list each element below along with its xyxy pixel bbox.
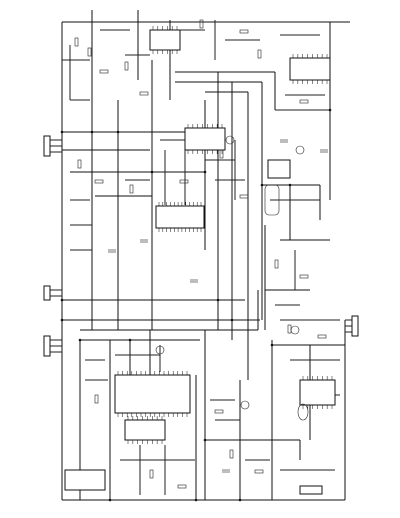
main-wiring — [62, 10, 350, 500]
passive-components — [75, 20, 328, 488]
ic-right-small — [268, 160, 290, 178]
transistor-symbol — [226, 136, 234, 144]
transistor-symbol — [241, 401, 249, 409]
ic-packages — [65, 30, 335, 490]
ic-bottom-left — [65, 470, 105, 490]
transistor-symbol — [296, 146, 304, 154]
ic-top-left — [150, 30, 180, 50]
ic-tuner — [290, 58, 330, 80]
ic-mid-top — [185, 128, 225, 150]
connector-headers — [44, 136, 358, 494]
ic-bottom-mid — [125, 420, 165, 440]
ic-audio — [115, 375, 190, 413]
ic-right-lower — [300, 380, 335, 405]
transistor-symbol — [291, 326, 299, 334]
ic-main-processor — [156, 206, 204, 228]
thin-interconnects — [48, 20, 355, 495]
